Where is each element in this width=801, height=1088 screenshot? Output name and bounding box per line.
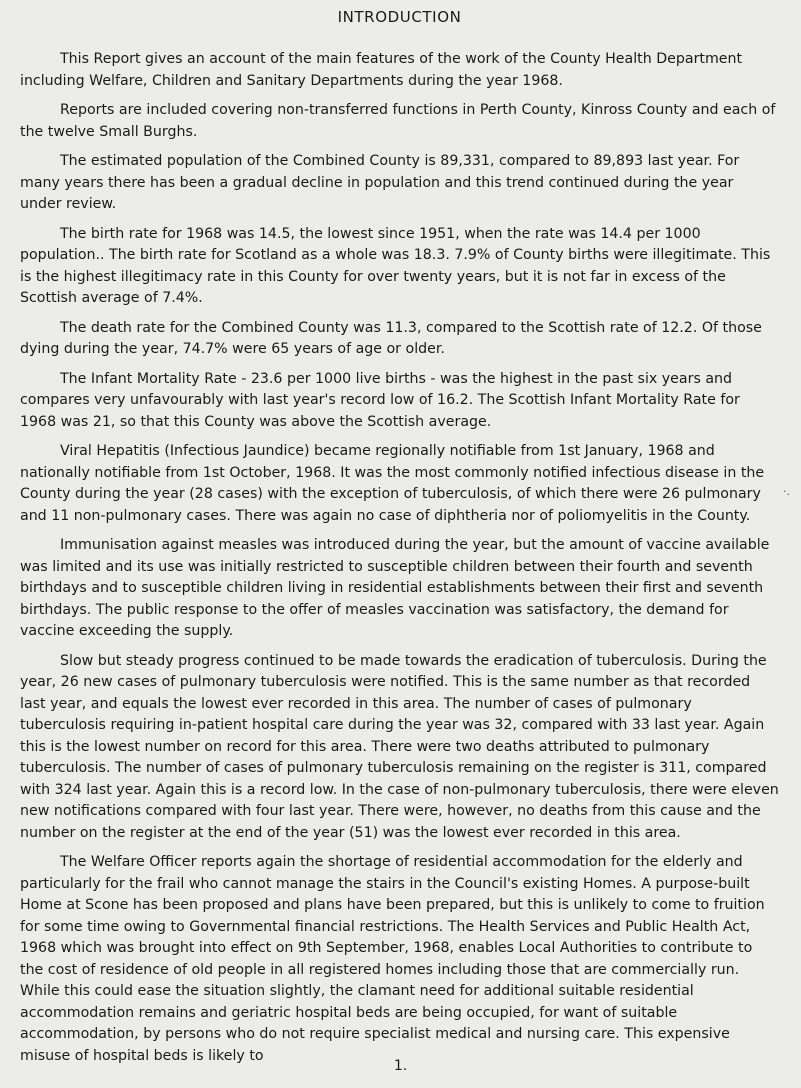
page-number: 1.	[393, 1058, 408, 1074]
paragraph-welfare: The Welfare Officer reports again the shortage of residential accommodation for the elderly and particularly for the frail who cannot manage the stairs in the Council's existing Homes. A purpose-built Home at Scone has been proposed and plans have been prepared, but this is unlikely to come to fruition for some time owing to Governmental financial restrictions. The Health Services and Public Health Act, 1968 which was brought into effect on 9th September, 1968, enables Local Authorities to contribute to the cost of residence of old people in all registered homes including those that are commercially run. While this could ease the situation slightly, the clamant need for additional suitable residential accommodation remains and geriatric hospital beds are being occupied, for want of suitable accommodation, by persons who do not require specialist medical and nursing care. This expensive misuse of hospital beds is likely to	[20, 854, 765, 1064]
paragraph-tuberculosis: Slow but steady progress continued to be made towards the eradication of tuberculosis. During the year, 26 new cases of pulmonary tuberculosis were notified. This is the same number as that recorded last year, and equals the lowest ever recorded in this area. The number of cases of pulmonary tuberculosis requiring in-patient hospital care during the year was 32, compared with 33 last year. Again this is the lowest number on record for this area. There were two deaths attributed to pulmonary tuberculosis. The number of cases of pulmonary tuberculosis remaining on the register is 311, compared with 324 last year. Again this is a record low. In the case of non-pulmonary tuberculosis, there were eleven new notifications compared with four last year. There were, however, no deaths from this cause and the number on the register at the end of the year (51) was the lowest ever recorded in this area.	[20, 652, 779, 841]
paragraph-scope: This Report gives an account of the main features of the work of the County Health Department including Welfare, Children and Sanitary Departments during the year 1968.	[20, 51, 743, 89]
paragraph-measles-immunisation: Immunisation against measles was introduced during the year, but the amount of vaccine available was limited and its use was initially restricted to susceptible children between their fourth and seventh birthdays and to susceptible children living in residential establishments between their first and seventh birthdays. The public response to the offer of measles vaccination was satisfactory, the demand for vaccine exceeding the supply.	[20, 537, 770, 639]
page-title: INTRODUCTION	[337, 8, 462, 26]
paragraph-death-rate: The death rate for the Combined County was 11.3, compared to the Scottish rate of 12.2. Of those dying during the year, 74.7% were 65 years of age or older.	[20, 319, 762, 357]
paragraph-viral-hepatitis: Viral Hepatitis (Infectious Jaundice) became regionally notifiable from 1st January, 1968 and nationally notifiable from 1st October, 1968. It was the most commonly notified infectious disease in the County during the year (28 cases) with the exception of tuberculosis, of which there were 26 pulmonary and 11 non-pulmonary cases. There was again no case of diphtheria nor of poliomyelitis in the County.	[20, 443, 765, 524]
paragraph-reports: Reports are included covering non-transferred functions in Perth County, Kinross County and each of the twelve Small Burghs.	[20, 102, 776, 140]
paragraph-population: The estimated population of the Combined County is 89,331, compared to 89,893 last year. For many years there has been a gradual decline in population and this trend continued during the year under review.	[20, 153, 740, 212]
scan-speck: ·.	[783, 485, 790, 498]
paragraph-birth-rate: The birth rate for 1968 was 14.5, the lowest since 1951, when the rate was 14.4 per 1000 population.. The birth rate for Scotland as a whole was 18.3. 7.9% of County births were illegitimate. This is the highest illegitimacy rate in this County for over twenty years, but it is not far in excess of the Scottish average of 7.4%.	[20, 225, 771, 306]
paragraph-infant-mortality: The Infant Mortality Rate - 23.6 per 1000 live births - was the highest in the past six years and compares very unfavourably with last year's record low of 16.2. The Scottish Infant Mortality Rate for 1968 was 21, so that this County was above the Scottish average.	[20, 370, 740, 430]
